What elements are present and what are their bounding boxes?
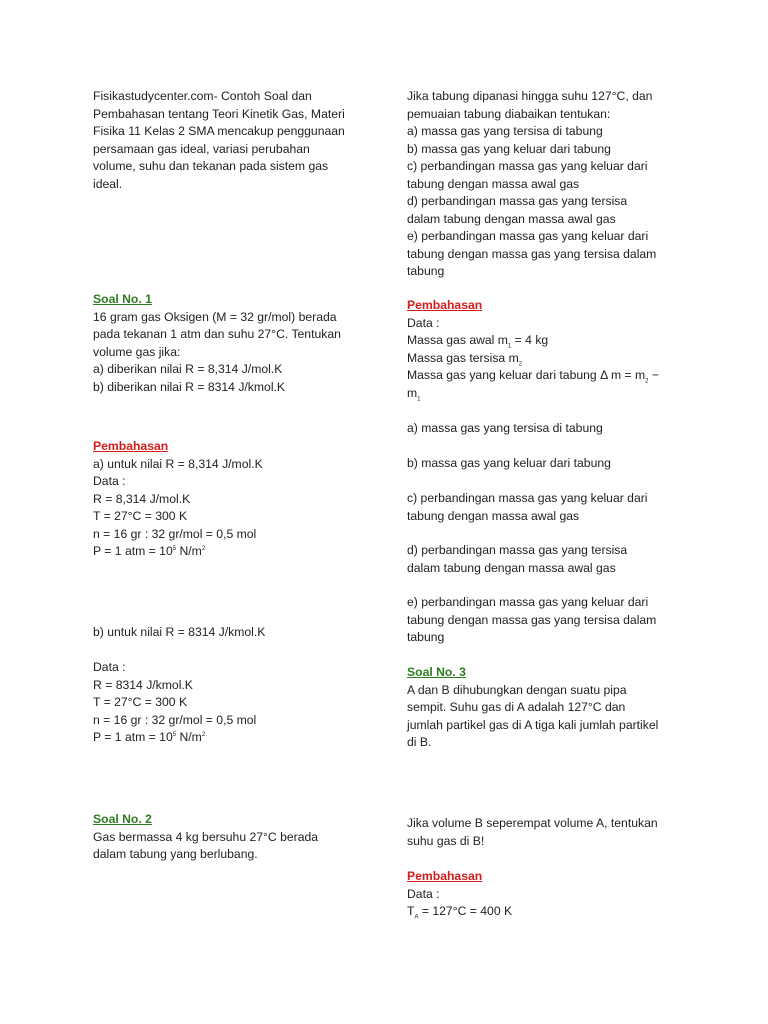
soal-1-line: pada tekanan 1 atm dan suhu 27°C. Tentukan bbox=[93, 327, 341, 341]
soal-3-continuation bbox=[407, 815, 679, 850]
intro-line: volume, suhu dan tekanan pada sistem gas bbox=[93, 159, 329, 173]
soal-1-line: 16 gram gas Oksigen (M = 32 gr/mol) berada bbox=[93, 309, 337, 324]
answer-d bbox=[407, 542, 679, 577]
pembahasan-1-line: a) untuk nilai R = 8,314 J/mol.K bbox=[93, 456, 263, 471]
pembahasan-1-heading: Pembahasan bbox=[93, 439, 169, 453]
soal-3-line: sempit. Suhu gas di A adalah 127°C dan bbox=[407, 700, 626, 714]
soal-2-section bbox=[93, 811, 365, 864]
pembahasan-1-line: T = 27°C = 300 K bbox=[93, 509, 188, 523]
remaining-mass-subscript: 2 bbox=[518, 360, 523, 367]
remaining-mass-text: Massa gas tersisa m bbox=[407, 350, 519, 365]
pressure-unit: N/m bbox=[176, 544, 202, 558]
pressure-unit: N/m bbox=[176, 730, 202, 744]
temperature-a-line bbox=[407, 903, 679, 921]
answer-b bbox=[407, 455, 679, 473]
escaped-mass-subscript: 2 bbox=[645, 378, 649, 385]
intro-line: Fisika 11 Kelas 2 SMA mencakup penggunaan bbox=[93, 124, 345, 138]
answer-line: tabung dengan massa awal gas bbox=[407, 508, 580, 523]
answer-a bbox=[407, 420, 679, 438]
temperature-a-value: = 127°C = 400 K bbox=[418, 904, 513, 918]
part-b-line: R = 8314 J/kmol.K bbox=[93, 677, 193, 692]
soal-2-continuation bbox=[407, 88, 679, 281]
answer-line: tabung dengan massa gas yang tersisa dalam bbox=[407, 612, 657, 627]
pembahasan-2-section bbox=[407, 297, 679, 402]
intro-paragraph bbox=[93, 88, 365, 193]
question-line: b) massa gas yang keluar dari tabung bbox=[407, 141, 611, 156]
data-label: Data : bbox=[407, 315, 440, 330]
soal-3-line: jumlah partikel gas di A tiga kali jumlah partikel bbox=[407, 717, 659, 732]
pembahasan-1-line: n = 16 gr : 32 gr/mol = 0,5 mol bbox=[93, 526, 257, 541]
answer-e bbox=[407, 594, 679, 647]
temperature-a-text: T bbox=[407, 904, 415, 918]
part-b-line: n = 16 gr : 32 gr/mol = 0,5 mol bbox=[93, 712, 257, 727]
pembahasan-1-section bbox=[93, 438, 365, 561]
remaining-mass-line bbox=[407, 350, 679, 368]
pembahasan-3-heading: Pembahasan bbox=[407, 869, 483, 883]
soal-2-line: dalam tabung yang berlubang. bbox=[93, 847, 258, 861]
escaped-mass-minus: − bbox=[648, 368, 659, 382]
escaped-mass-m: m bbox=[407, 385, 418, 400]
intro-line: Pembahasan tentang Teori Kinetik Gas, Materi bbox=[93, 106, 345, 121]
question-line: pemuaian tabung diabaikan tentukan: bbox=[407, 106, 611, 121]
part-b-section bbox=[93, 624, 365, 747]
soal-3-line: di B. bbox=[407, 735, 432, 749]
data-label: Data : bbox=[407, 886, 440, 901]
soal-3b-line: Jika volume B seperempat volume A, tentukan bbox=[407, 816, 658, 830]
question-line: tabung dengan massa gas yang tersisa dalam bbox=[407, 246, 657, 261]
answer-line: dalam tabung dengan massa awal gas bbox=[407, 560, 616, 575]
soal-2-heading: Soal No. 2 bbox=[93, 812, 152, 826]
question-line: dalam tabung dengan massa awal gas bbox=[407, 211, 616, 226]
question-line: tabung bbox=[407, 264, 445, 278]
escaped-mass-line-2 bbox=[407, 385, 679, 403]
question-line: a) massa gas yang tersisa di tabung bbox=[407, 124, 603, 138]
answer-line: e) perbandingan massa gas yang keluar dari bbox=[407, 595, 649, 609]
question-line: Jika tabung dipanasi hingga suhu 127°C, dan bbox=[407, 89, 653, 103]
soal-3b-line: suhu gas di B! bbox=[407, 833, 485, 848]
pressure-unit-exponent: 2 bbox=[201, 731, 206, 738]
question-line: tabung dengan massa awal gas bbox=[407, 176, 580, 191]
answer-line: a) massa gas yang tersisa di tabung bbox=[407, 421, 603, 435]
answer-c bbox=[407, 490, 679, 525]
part-b-line: Data : bbox=[93, 660, 126, 674]
pembahasan-1-line: R = 8,314 J/mol.K bbox=[93, 491, 191, 506]
intro-line: persamaan gas ideal, variasi perubahan bbox=[93, 141, 310, 156]
soal-1-line: b) diberikan nilai R = 8314 J/kmol.K bbox=[93, 379, 286, 394]
answer-line: tabung bbox=[407, 630, 445, 644]
pembahasan-2-heading: Pembahasan bbox=[407, 298, 483, 312]
pressure-prefix: P = 1 atm = 10 bbox=[93, 730, 173, 744]
pressure-unit-exponent: 2 bbox=[201, 545, 206, 552]
soal-1-line: a) diberikan nilai R = 8,314 J/mol.K bbox=[93, 362, 283, 376]
soal-1-section bbox=[93, 291, 365, 396]
initial-mass-text: Massa gas awal m bbox=[407, 333, 508, 347]
answer-line: c) perbandingan massa gas yang keluar dari bbox=[407, 491, 648, 505]
pressure-exponent: 5 bbox=[172, 545, 177, 552]
answer-line: d) perbandingan massa gas yang tersisa bbox=[407, 543, 628, 557]
initial-mass-subscript: 1 bbox=[507, 343, 512, 350]
intro-line: ideal. bbox=[93, 176, 123, 191]
pressure-line bbox=[93, 729, 365, 747]
part-b-title: b) untuk nilai R = 8314 J/kmol.K bbox=[93, 625, 266, 639]
escaped-mass-text: Massa gas yang keluar dari tabung Δ m = m bbox=[407, 368, 646, 382]
pembahasan-1-line: Data : bbox=[93, 474, 126, 488]
initial-mass-value: = 4 kg bbox=[511, 333, 549, 347]
soal-3-section bbox=[407, 664, 679, 752]
escaped-mass-line bbox=[407, 367, 679, 385]
pressure-line bbox=[93, 543, 365, 561]
part-b-line: T = 27°C = 300 K bbox=[93, 695, 188, 709]
soal-2-line: Gas bermassa 4 kg bersuhu 27°C berada bbox=[93, 829, 319, 844]
question-line: e) perbandingan massa gas yang keluar dari bbox=[407, 229, 649, 243]
question-line: c) perbandingan massa gas yang keluar dari bbox=[407, 159, 648, 173]
temperature-a-subscript: A bbox=[414, 914, 419, 921]
soal-1-line: volume gas jika: bbox=[93, 344, 181, 359]
intro-line: Fisikastudycenter.com- Contoh Soal dan bbox=[93, 89, 312, 103]
soal-3-heading: Soal No. 3 bbox=[407, 665, 466, 679]
answer-line: b) massa gas yang keluar dari tabung bbox=[407, 456, 611, 470]
pembahasan-3-section bbox=[407, 868, 679, 921]
escaped-mass-m-subscript: 1 bbox=[417, 395, 421, 402]
question-line: d) perbandingan massa gas yang tersisa bbox=[407, 194, 628, 208]
pressure-prefix: P = 1 atm = 10 bbox=[93, 544, 173, 558]
pressure-exponent: 5 bbox=[172, 731, 177, 738]
initial-mass-line bbox=[407, 332, 679, 350]
soal-1-heading: Soal No. 1 bbox=[93, 292, 152, 306]
soal-3-line: A dan B dihubungkan dengan suatu pipa bbox=[407, 682, 627, 697]
